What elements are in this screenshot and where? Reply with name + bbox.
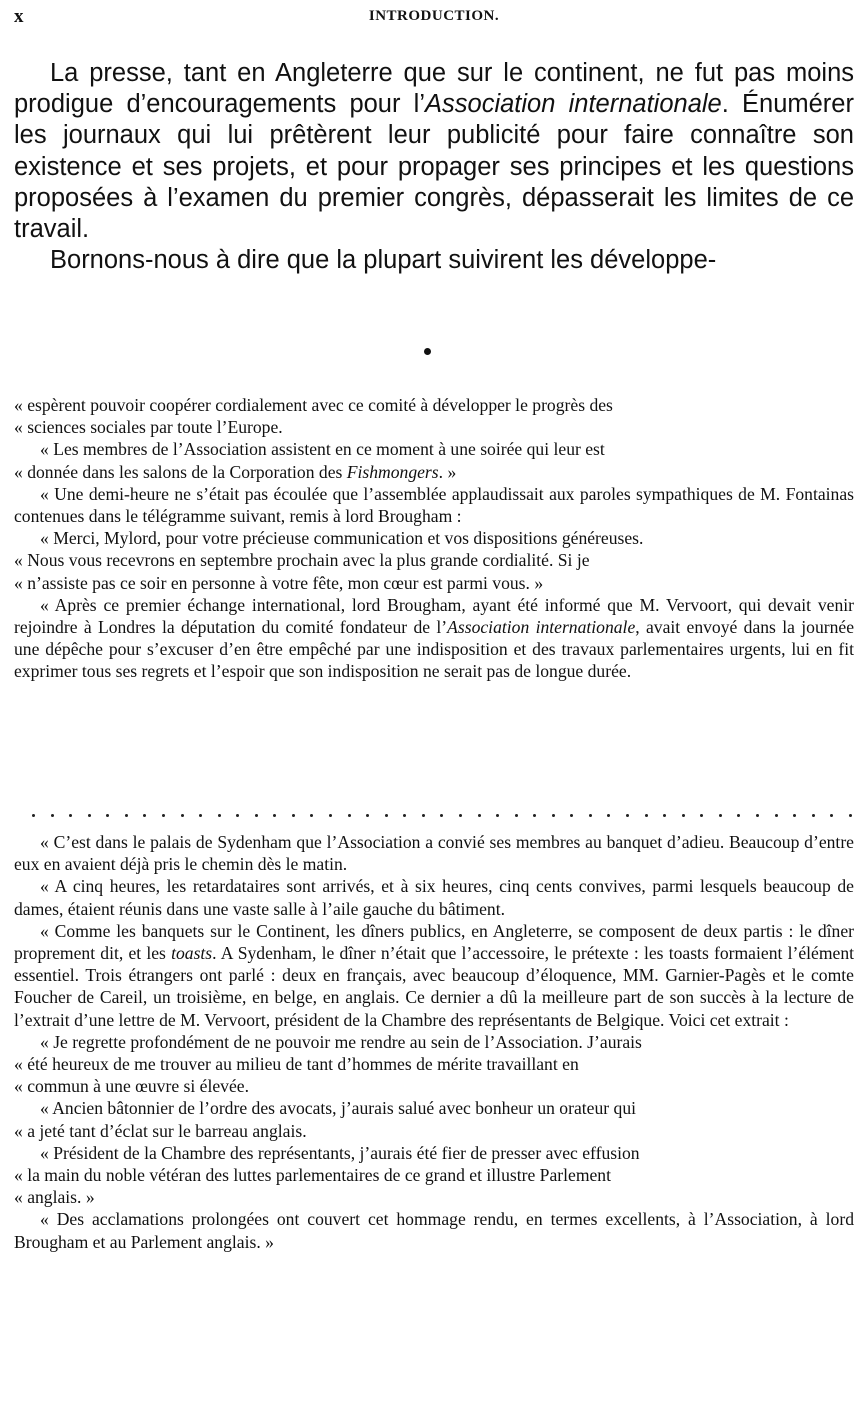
quote-text: . A Sydenham, le dîner n’était que l’accessoire, le prétexte : les toasts formaient l’élément essentiel. Trois étrangers ont parlé : deux en français, avec beaucoup d’éloquence, MM. Garnier-Pagès et le comte Foucher de Careil, un troisième, en belge, en anglais. Ce dernier a dû la meilleure part de son succès à la lecture de l’extrait d’une lettre de M. Vervoort, président de la Chambre des représentants de Belgique. Voici cet extrait : <box>14 943 855 1030</box>
quote-text: . » <box>438 461 457 482</box>
paragraph-press-text-b: . Énumérer les journaux qui lui prêtèrent leur publicité pour faire connaître son existence et ses projets, et pour propager ses principes et les questions proposées à l’examen du premier congrès, dépasserait les limites de ce travail. <box>14 90 854 244</box>
ellipsis-dot <box>106 814 109 817</box>
quote-line: « Nous vous recevrons en septembre prochain avec la plus grande cordialité. Si je <box>14 550 590 571</box>
ellipsis-dot <box>440 814 443 817</box>
quote-line: « espèrent pouvoir coopérer cordialement avec ce comité à développer le progrès des <box>14 395 613 415</box>
quote-italic: toasts <box>171 943 213 964</box>
quote-line: « Président de la Chambre des représentants, j’aurais été fier de presser avec effusion <box>40 1142 640 1163</box>
ellipsis-dot <box>69 814 72 817</box>
quote-text: « donnée dans les salons de la Corporation des <box>14 461 347 482</box>
quote-line: « la main du noble vétéran des luttes parlementaires de ce grand et illustre Parlement <box>14 1165 611 1186</box>
paragraph-press <box>14 58 854 245</box>
ellipsis-dot <box>700 814 703 817</box>
ellipsis-dot <box>775 814 778 817</box>
quoted-block-2 <box>14 831 854 1253</box>
ellipsis-dot <box>348 814 351 817</box>
quote-text: « Comme les banquets sur le Continent, les dîners publics, en Angleterre, se composent de deux partis : le dîner proprement dit, et les <box>14 920 854 964</box>
ellipsis-dot <box>478 814 481 817</box>
ellipsis-dot <box>533 814 536 817</box>
quote-line: « sciences sociales par toute l’Europe. <box>14 417 283 438</box>
separator-dot <box>424 348 431 355</box>
quote-line <box>14 461 854 483</box>
quote-paragraph: « Des acclamations prolongées ont couvert cet hommage rendu, en termes excellents, à l’Association, à lord Brougham et au Parlement anglais. » <box>14 1209 854 1252</box>
ellipsis-dot <box>663 814 666 817</box>
quote-paragraph <box>14 594 854 683</box>
ellipsis-dot <box>273 814 276 817</box>
quote-italic: Association internationale <box>447 617 636 638</box>
ellipsis-dot <box>849 814 852 817</box>
ellipsis-dot <box>589 814 592 817</box>
ellipsis-dot <box>51 814 54 817</box>
ellipsis-dot <box>385 814 388 817</box>
running-title: INTRODUCTION. <box>368 8 500 24</box>
quote-italic: Fishmongers <box>346 461 439 482</box>
ellipsis-dot <box>88 814 91 817</box>
quote-paragraph: « A cinq heures, les retardataires sont arrivés, et à six heures, cinq cents convives, parmi lesquels beaucoup de dames, étaient réunis dans une vaste salle à l’aile gauche du bâtiment. <box>14 876 854 919</box>
ellipsis-dot <box>719 814 722 817</box>
quoted-block-1 <box>14 394 854 683</box>
paragraph-press-italic: Association internationale <box>425 90 722 119</box>
ellipsis-dot <box>199 814 202 817</box>
ellipsis-dot <box>422 814 425 817</box>
ellipsis-dot <box>329 814 332 817</box>
paragraph-bornons: Bornons-nous à dire que la plupart suivirent les développe- <box>50 246 717 275</box>
ellipsis-dot <box>125 814 128 817</box>
ellipsis-dot <box>366 814 369 817</box>
quote-line: « anglais. » <box>14 1187 95 1208</box>
ellipsis-dot <box>645 814 648 817</box>
ellipsis-row <box>32 810 852 822</box>
quote-line: « été heureux de me trouver au milieu de tant d’hommes de mérite travaillant en <box>14 1054 579 1075</box>
ellipsis-dot <box>756 814 759 817</box>
quote-line: « Je regrette profondément de ne pouvoir me rendre au sein de l’Association. J’aurais <box>40 1031 642 1052</box>
ellipsis-dot <box>32 814 35 817</box>
ellipsis-dot <box>143 814 146 817</box>
quote-line: « Ancien bâtonnier de l’ordre des avocats, j’aurais salué avec bonheur un orateur qui <box>40 1098 637 1119</box>
quote-text: « Après ce premier échange international, lord Brougham, ayant été informé que M. Vervoort, qui devait venir rejoindre à Londres la députation du comité fondateur de l’ <box>14 594 854 638</box>
quote-paragraph: « Une demi-heure ne s’était pas écoulée que l’assemblée applaudissait aux paroles sympathiques de M. Fontainas contenues dans le télégramme suivant, remis à lord Brougham : <box>14 483 854 527</box>
ellipsis-dot <box>255 814 258 817</box>
quote-paragraph: « C’est dans le palais de Sydenham que l’Association a convié ses membres au banquet d’adieu. Beaucoup d’entre eux en avaient déjà pris le chemin dès le matin. <box>14 832 854 875</box>
ellipsis-dot <box>218 814 221 817</box>
ellipsis-dot <box>570 814 573 817</box>
page-number: x <box>14 6 24 27</box>
main-text <box>14 58 854 276</box>
ellipsis-dot <box>812 814 815 817</box>
quote-line: « a jeté tant d’éclat sur le barreau anglais. <box>14 1120 307 1141</box>
running-head <box>14 6 854 32</box>
ellipsis-dot <box>737 814 740 817</box>
ellipsis-dot <box>793 814 796 817</box>
ellipsis-dot <box>162 814 165 817</box>
quote-line: « Merci, Mylord, pour votre précieuse communication et vos dispositions généreuses. <box>40 528 644 549</box>
ellipsis-dot <box>515 814 518 817</box>
ellipsis-dot <box>310 814 313 817</box>
ellipsis-dot <box>607 814 610 817</box>
quote-line: « n’assiste pas ce soir en personne à votre fête, mon cœur est parmi vous. » <box>14 572 544 593</box>
ellipsis-dot <box>181 814 184 817</box>
ellipsis-dot <box>236 814 239 817</box>
ellipsis-dot <box>682 814 685 817</box>
ellipsis-dot <box>830 814 833 817</box>
paragraph-press-text-a: La presse, tant en Angleterre que sur le continent, ne fut pas moins prodigue d’encouragements pour l’ <box>14 59 854 119</box>
ellipsis-dot <box>403 814 406 817</box>
ellipsis-dot <box>496 814 499 817</box>
ellipsis-dot <box>292 814 295 817</box>
quote-paragraph <box>14 920 854 1031</box>
quote-line: « Les membres de l’Association assistent en ce moment à une soirée qui leur est <box>40 439 605 460</box>
ellipsis-dot <box>459 814 462 817</box>
quote-line: « commun à une œuvre si élevée. <box>14 1076 249 1097</box>
ellipsis-dot <box>552 814 555 817</box>
quote-text: , avait envoyé dans la journée une dépêche pour s’excuser d’en être empêché par une indisposition et des travaux parlementaires urgents, lui en fit exprimer tous ses regrets et l’espoir que son indisposition ne serait pas de longue durée. <box>14 617 855 682</box>
ellipsis-dot <box>626 814 629 817</box>
